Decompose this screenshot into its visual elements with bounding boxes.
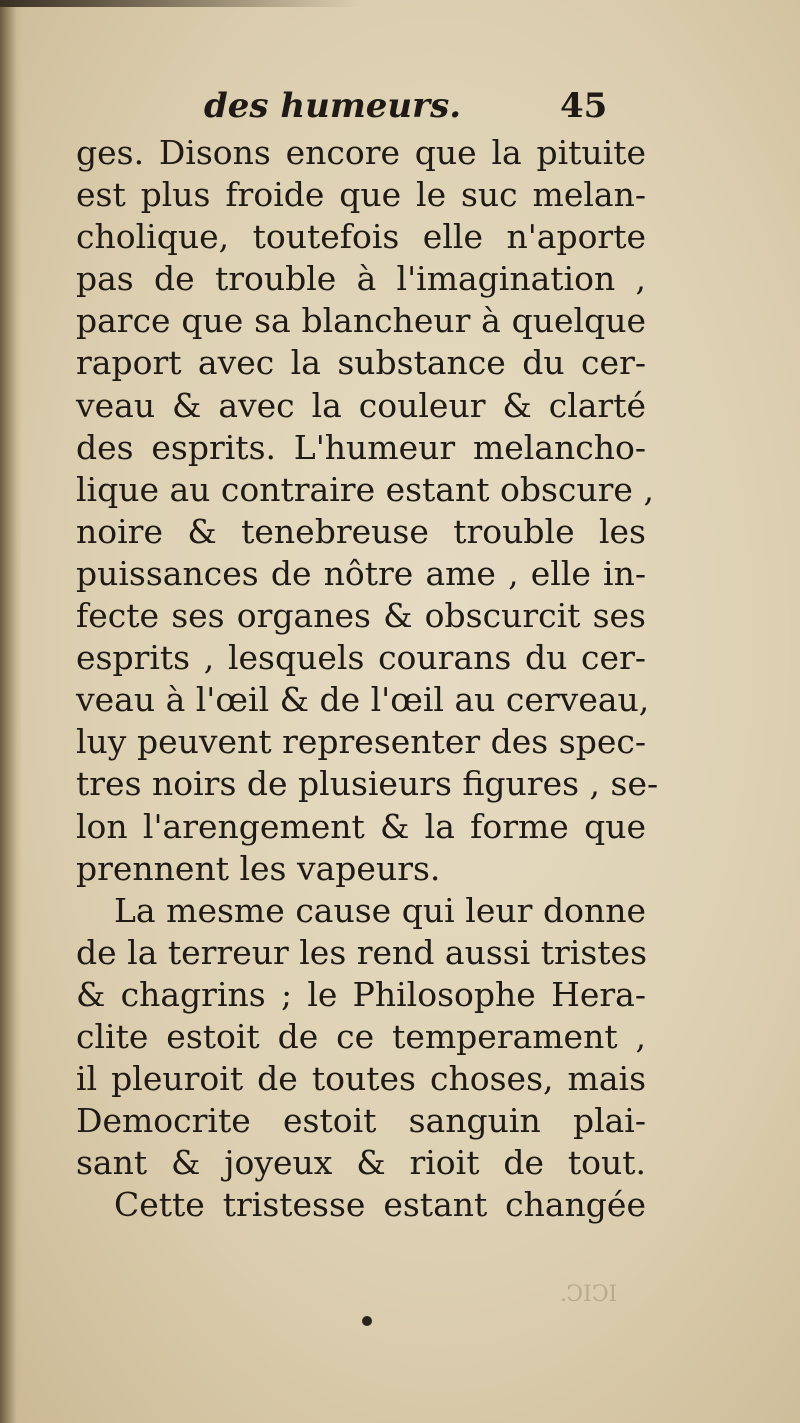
text-line: Democrite estoit sanguin plai- (76, 1101, 646, 1141)
text-line: parce que sa blancheur à quelque (76, 301, 646, 341)
book-spine-shadow (0, 0, 22, 1423)
running-head (76, 86, 646, 132)
text-line: ges. Disons encore que la pituite (76, 133, 646, 172)
text-line: lique au contraire estant obscure , (76, 469, 654, 509)
text-line: des esprits. L'humeur melancho- (76, 427, 646, 467)
page-number: 45 (560, 86, 608, 126)
top-edge-shadow (0, 0, 360, 7)
text-line: clite estoit de ce temperament , (76, 1016, 646, 1056)
text-line: il pleuroit de toutes choses, mais (76, 1059, 646, 1099)
text-line: veau & avec la couleur & clarté (76, 385, 646, 425)
text-line: est plus froide que le suc melan- (76, 175, 646, 215)
text-line: luy peuvent representer des spec- (76, 722, 646, 762)
printer-mark (362, 1316, 372, 1326)
text-line: cholique, toutefois elle n'aporte (76, 217, 646, 257)
text-line: pas de trouble à l'imagination , (76, 259, 646, 299)
text-line: de la terreur les rend aussi tristes (76, 932, 648, 972)
text-line: esprits , lesquels courans du cer- (76, 638, 646, 678)
text-block (76, 86, 659, 1226)
text-line: veau à l'œil & de l'œil au cerveau, (76, 680, 650, 720)
text-line: raport avec la substance du cer- (76, 343, 646, 383)
text-line: noire & tenebreuse trouble les (76, 511, 646, 551)
paragraph-end-line: prennent les vapeurs. (76, 848, 441, 888)
text-line: fecte ses organes & obscurcit ses (76, 596, 646, 636)
text-line: tres noirs de plusieurs figures , se- (76, 764, 659, 804)
text-line: lon l'arengement & la forme que (76, 806, 646, 846)
text-line: puissances de nôtre ame , elle in- (76, 553, 646, 593)
text-line: & chagrins ; le Philosophe Hera- (76, 974, 646, 1014)
bleed-through-text: ICIC. (560, 1282, 618, 1307)
text-line: sant & joyeux & rioit de tout. (76, 1143, 646, 1183)
running-title: des humeurs. (204, 86, 462, 126)
paragraph-start-line: La mesme cause qui leur donne (114, 890, 646, 930)
paragraph-start-line: Cette tristesse estant changée (114, 1185, 646, 1225)
